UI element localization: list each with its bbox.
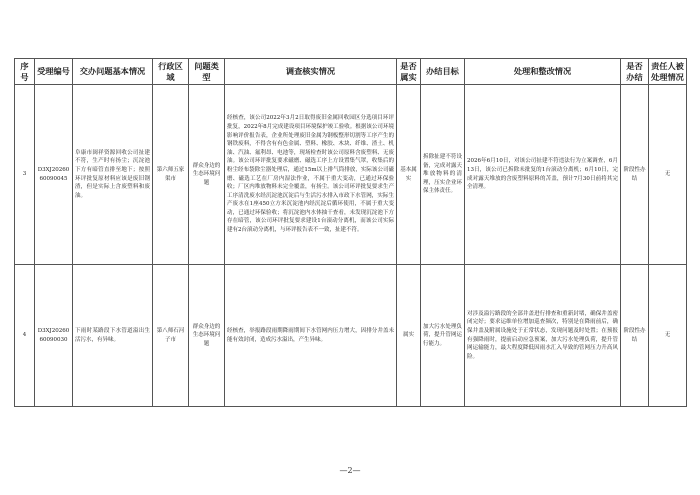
cell-issue: 阜康市闽祥资源回收公司扯建不符，生产时有扬尘；沉淀池下方有暗管直排至地下；按照环评批复原材料应该是废旧钢渣，但是实际上含废塑料和废油。 xyxy=(73,85,153,265)
cell-penalty: 无 xyxy=(649,265,687,407)
cell-type: 群众身边的生态环境问题 xyxy=(189,265,225,407)
cell-type: 群众身边的生态环境问题 xyxy=(189,85,225,265)
cell-index: 4 xyxy=(15,265,35,407)
header-completed: 是否办结 xyxy=(621,59,649,85)
header-type: 问题类型 xyxy=(189,59,225,85)
cell-goal: 加大污水处理负荷，提升管网运行能力。 xyxy=(421,265,465,407)
header-investigation: 调查核实情况 xyxy=(225,59,397,85)
cell-issue: 下雨时某路段下水管道溢出生活污水，有异味。 xyxy=(73,265,153,407)
cell-verified: 基本属实 xyxy=(397,85,421,265)
header-region: 行政区域 xyxy=(153,59,189,85)
table-row xyxy=(15,265,687,407)
cell-code: D3XJ2026060090030 xyxy=(35,265,73,407)
cell-region: 第八师石河子市 xyxy=(153,265,189,407)
cell-completed: 阶段性办结 xyxy=(621,265,649,407)
cell-verified: 属实 xyxy=(397,265,421,407)
header-code: 受理编号 xyxy=(35,59,73,85)
cell-investigation: 经核查，举报路段雨期降雨期间下水管网内压力增大，因排分井盖未能有效封闭，造成污水溢出，产生异味。 xyxy=(225,265,397,407)
cell-code: D3XJ2026060090045 xyxy=(35,85,73,265)
header-handling: 处理和整改情况 xyxy=(465,59,621,85)
cell-region: 第六师五家渠市 xyxy=(153,85,189,265)
cell-completed: 阶段性办结 xyxy=(621,85,649,265)
header-index: 序号 xyxy=(15,59,35,85)
header-goal: 办结目标 xyxy=(421,59,465,85)
cell-index: 3 xyxy=(15,85,35,265)
page-number: —2— xyxy=(339,466,361,475)
cell-penalty: 无 xyxy=(649,85,687,265)
cell-goal: 拆除扯建不符设备，完成对露天堆放物料的清理，压实企业环保主体责任。 xyxy=(421,85,465,265)
header-verified: 是否属实 xyxy=(397,59,421,85)
case-table xyxy=(14,58,687,407)
cell-handling: 2026年6月10日，对该公司扯建不符违法行为立案调查，6月13日，该公司已拆除未批复的1台滚动分离机；6月10日，完成对露天堆放的含废塑料原料的苫盖，预计7月30日前将其完全清理。 xyxy=(465,85,621,265)
header-penalty: 责任人被处理情况 xyxy=(649,59,687,85)
cell-handling: 对涉及溢污路段的全部井盖进行排查和重新封堵，确保井盖密闭完好；要求运维单位增加巡查频次，特别是在降雨前后，确保井盖及附属设施处于正常状态，发现问题及时处置；在预报有强降雨时，提前启动应急预案，加大污水处理负荷，提升管网运输能力，最大程度降低因雨水汇入导致的管网压力升高风险。 xyxy=(465,265,621,407)
header-issue: 交办问题基本情况 xyxy=(73,59,153,85)
table-row xyxy=(15,85,687,265)
cell-investigation: 经核查，该公司2022年3月2日取得废旧金属回收园区分选项目环评批复，2022年8月完成建设项目环境保护竣工验收。根据该公司环境影响评价报告表，企业所处理废旧金属为钢板整形切割等工序产生的钢铁废料，不得含有有色金属、塑料、橡胶、木块、纤维、渣土、机油、汽油、氟利昂、电池等，现场检查时该公司原料含废塑料、无废油。该公司环评批复要求磁磨、磁选工序上方设置集气罩，收集后的粉尘经布袋除尘器处理后，通过15m以上排气筒排放，实际该公司磁磨、磁选工艺在厂房内湿法作业，不属于重大变动，已通过环保验收；厂区内堆放物料未完全覆盖，有扬尘。该公司环评批复要求生产工序清洗废水经沉淀池沉淀后与生活污水排入市政下水管网，实际生产废水在1座450立方米沉淀池内经沉淀后循环使用，不属于重大变动，已通过环保验收；将沉淀池内水体抽干查看，未发现沉淀池下方存在暗管，该公司环评批复要求建设1台滚动分离机，而该公司实际建有2台滚动分离机，与环评报告表不一致，扯建不符。 xyxy=(225,85,397,265)
header-row xyxy=(15,59,687,85)
